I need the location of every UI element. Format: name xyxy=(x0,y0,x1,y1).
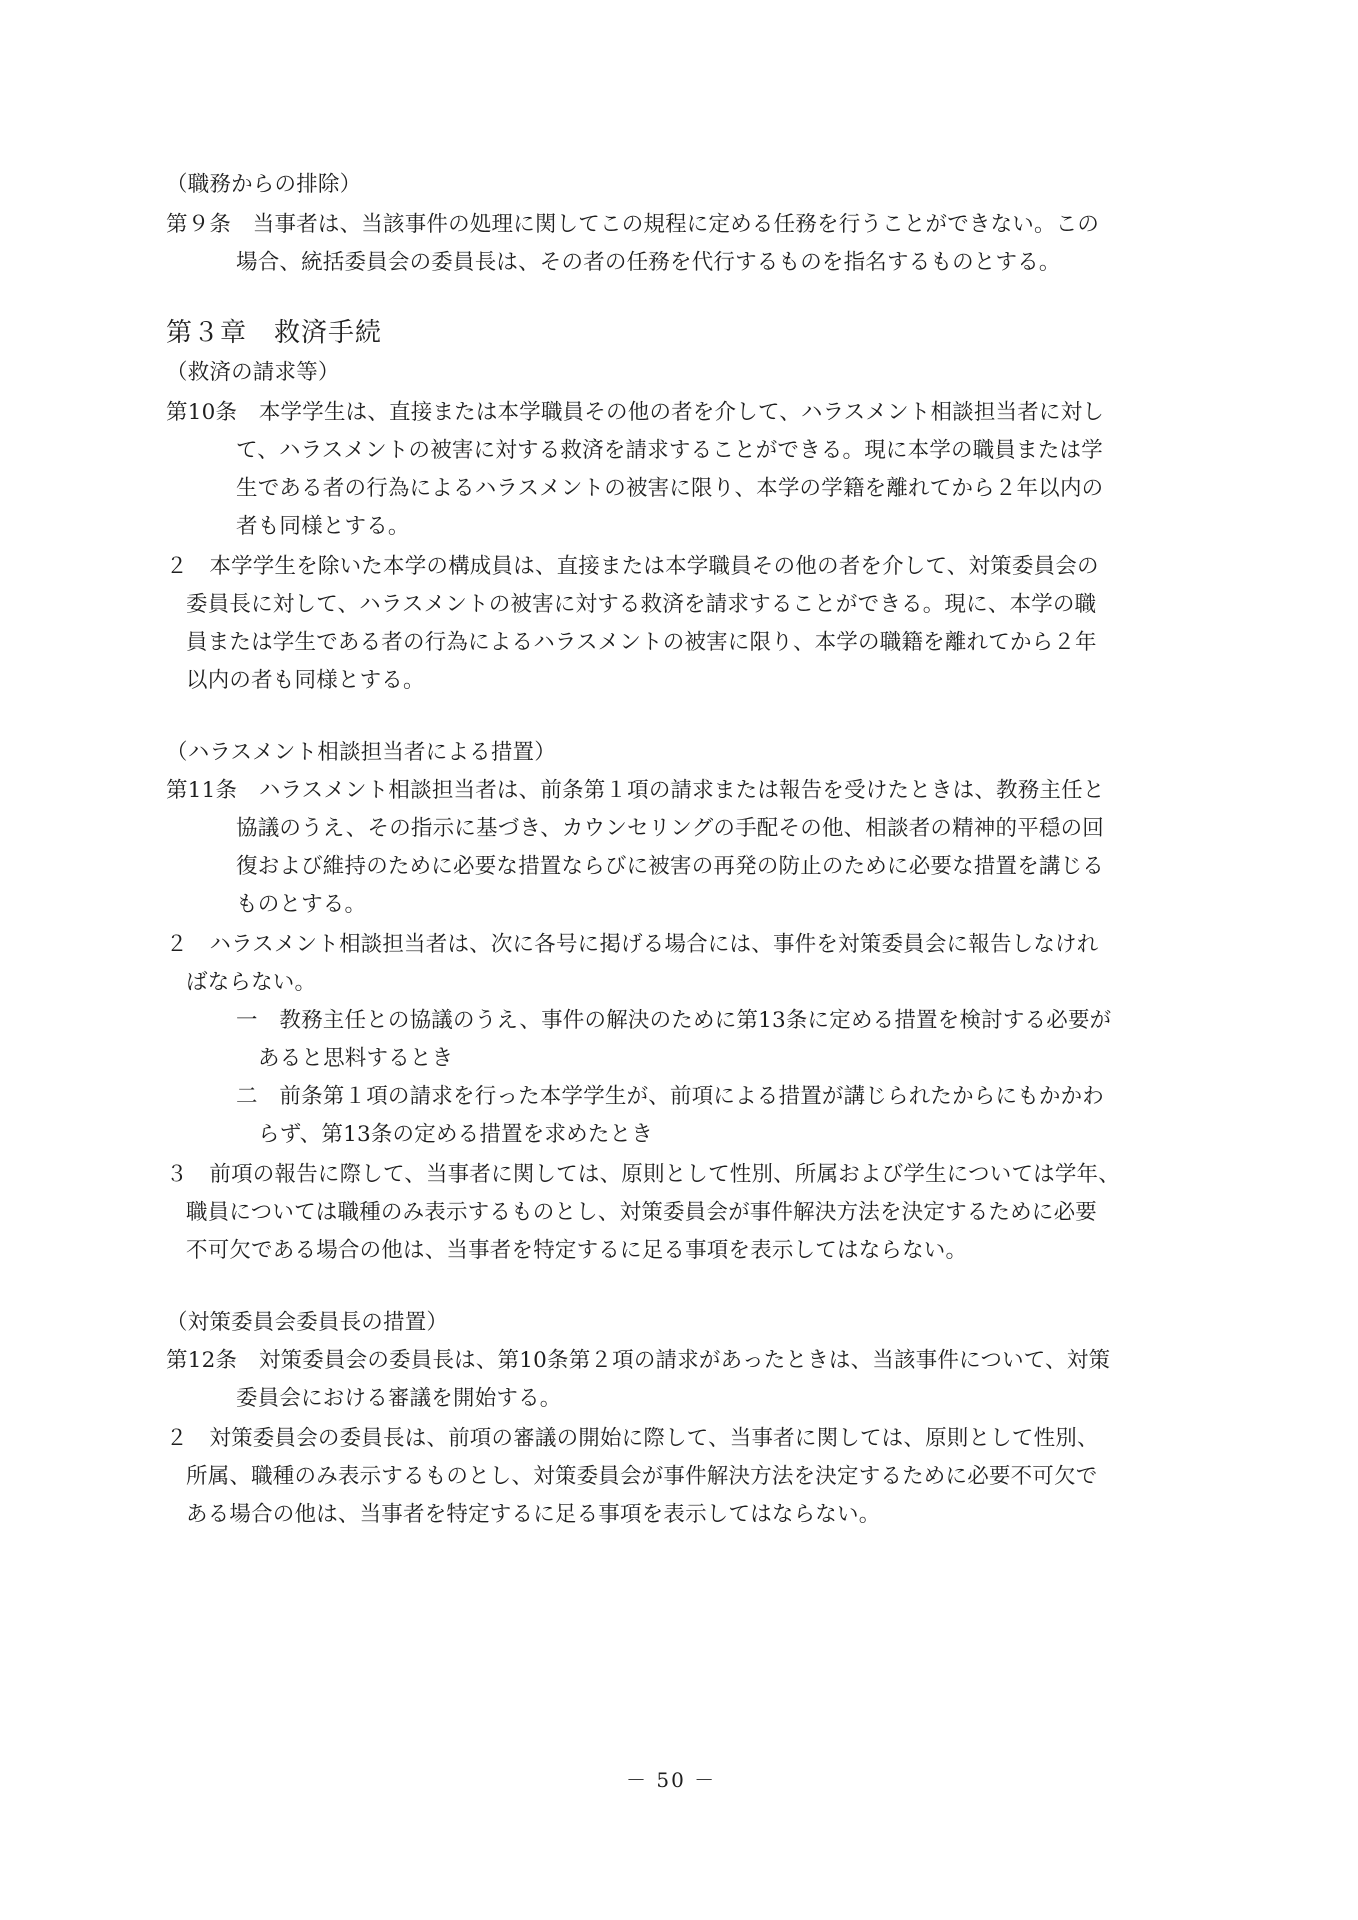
article-9-line-1: 第９条 当事者は、当該事件の処理に関してこの規程に定める任務を行うことができない。この xyxy=(166,212,1100,237)
article-12-caption: （対策委員会委員長の措置） xyxy=(166,1310,449,1335)
chapter-3-heading: 第３章 救済手続 xyxy=(166,318,383,348)
article-10-para-2-line-2: 委員長に対して、ハラスメントの被害に対する救済を請求することができる。現に、本学の職 xyxy=(186,592,1097,617)
article-12-line-2: 委員会における審議を開始する。 xyxy=(236,1386,562,1411)
article-11-item-2-line-1: 二 前条第１項の請求を行った本学学生が、前項による措置が講じられたからにもかかわ xyxy=(236,1084,1105,1109)
article-10-para-2-line-4: 以内の者も同様とする。 xyxy=(186,668,425,693)
article-12-para-2-line-1: ２ 対策委員会の委員長は、前項の審議の開始に際して、当事者に関しては、原則として性別、 xyxy=(166,1426,1099,1451)
page-number: － 50 － xyxy=(626,1768,717,1792)
article-10-para-2-line-3: 員または学生である者の行為によるハラスメントの被害に限り、本学の職籍を離れてから２年 xyxy=(186,630,1097,655)
article-10-line-3: 生である者の行為によるハラスメントの被害に限り、本学の学籍を離れてから２年以内の xyxy=(236,476,1104,501)
article-12-para-2-line-3: ある場合の他は、当事者を特定するに足る事項を表示してはならない。 xyxy=(186,1502,881,1527)
article-11-line-4: ものとする。 xyxy=(236,892,367,917)
article-11-line-1: 第11条 ハラスメント相談担当者は、前条第１項の請求または報告を受けたときは、教務主任と xyxy=(166,778,1105,803)
article-10-line-2: て、ハラスメントの被害に対する救済を請求することができる。現に本学の職員または学 xyxy=(236,438,1103,463)
article-10-line-1: 第10条 本学学生は、直接または本学職員その他の者を介して、ハラスメント相談担当者に対し xyxy=(166,400,1105,425)
article-11-para-3-line-1: ３ 前項の報告に際して、当事者に関しては、原則として性別、所属および学生については学年、 xyxy=(166,1162,1120,1187)
article-11-caption: （ハラスメント相談担当者による措置） xyxy=(166,740,556,765)
article-9-caption: （職務からの排除） xyxy=(166,172,362,197)
article-12-para-2-line-2: 所属、職種のみ表示するものとし、対策委員会が事件解決方法を決定するために必要不可欠で xyxy=(186,1464,1098,1489)
article-10-line-4: 者も同様とする。 xyxy=(236,514,410,539)
article-10-caption: （救済の請求等） xyxy=(166,360,340,385)
article-11-line-3: 復および維持のために必要な措置ならびに被害の再発の防止のために必要な措置を講じる xyxy=(236,854,1105,879)
article-12-line-1: 第12条 対策委員会の委員長は、第10条第２項の請求があったときは、当該事件について、対策 xyxy=(166,1348,1111,1373)
article-11-para-2-line-1: ２ ハラスメント相談担当者は、次に各号に掲げる場合には、事件を対策委員会に報告しなけれ xyxy=(166,932,1099,957)
article-10-para-2-line-1: ２ 本学学生を除いた本学の構成員は、直接または本学職員その他の者を介して、対策委員会の xyxy=(166,554,1099,579)
article-11-item-1-line-1: 一 教務主任との協議のうえ、事件の解決のために第13条に定める措置を検討する必要が xyxy=(236,1008,1112,1033)
article-11-para-3-line-2: 職員については職種のみ表示するものとし、対策委員会が事件解決方法を決定するために必要 xyxy=(186,1200,1097,1225)
article-11-para-2-line-2: ばならない。 xyxy=(186,970,317,995)
article-11-para-3-line-3: 不可欠である場合の他は、当事者を特定するに足る事項を表示してはならない。 xyxy=(186,1238,968,1263)
article-9-line-2: 場合、統括委員会の委員長は、その者の任務を代行するものを指名するものとする。 xyxy=(236,250,1061,275)
article-11-line-2: 協議のうえ、その指示に基づき、カウンセリングの手配その他、相談者の精神的平穏の回 xyxy=(236,816,1105,841)
article-11-item-1-line-2: あると思料するとき xyxy=(258,1046,454,1071)
article-11-item-2-line-2: らず、第13条の定める措置を求めたとき xyxy=(258,1122,653,1147)
